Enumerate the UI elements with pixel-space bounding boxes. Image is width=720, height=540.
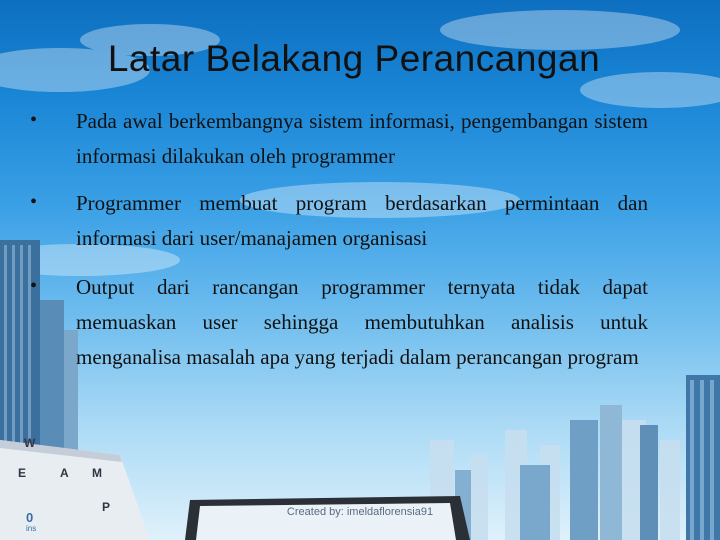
bullet-dot-icon: • (30, 191, 38, 213)
bullet-text: Output dari rancangan programmer ternyata tidak dapat memuaskan user sehingga membutuhkan analisis untuk menganalisa masalah apa yang terjadi dalam perancangan program (76, 275, 648, 369)
bullet-item (22, 186, 648, 256)
key-w: W (24, 436, 36, 450)
bullet-item (22, 104, 648, 174)
bullet-text: Programmer membuat program berdasarkan permintaan dan informasi dari user/manajamen organisasi (76, 191, 648, 250)
slide-title: Latar Belakang Perancangan (107, 38, 601, 79)
bullet-item (22, 270, 648, 375)
bullet-dot-icon: • (30, 109, 38, 131)
key-e: E (18, 466, 27, 480)
bullet-text: Pada awal berkembangnya sistem informasi, pengembangan sistem informasi dilakukan oleh programmer (76, 109, 648, 168)
key-m: M (92, 466, 102, 480)
key-0: 0 (26, 510, 34, 525)
key-a: A (60, 466, 69, 480)
bullet-list (22, 104, 648, 375)
footer-credit: Created by: imeldaflorensia91 (286, 506, 434, 518)
bullet-dot-icon: • (30, 275, 38, 297)
key-p: P (102, 500, 111, 514)
key-ins: ins (26, 524, 37, 533)
